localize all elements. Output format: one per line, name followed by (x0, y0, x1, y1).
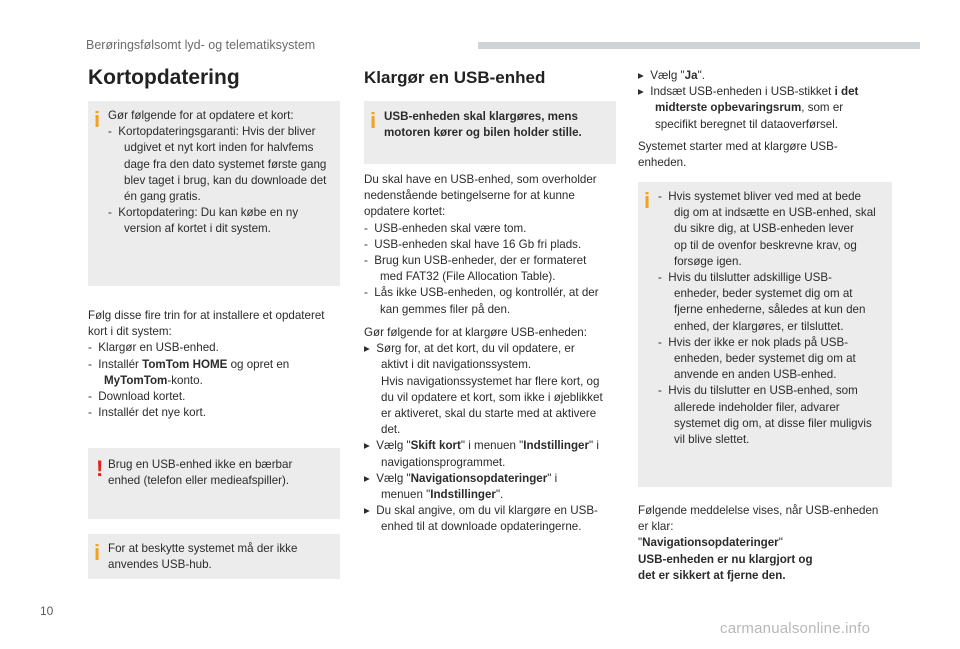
text-line: Brug en USB-enhed ikke en bærbar (108, 458, 293, 471)
procedure-section (364, 325, 622, 536)
info-box-troubleshoot (638, 182, 892, 487)
bold-span: det er sikkert at fjerne den. (638, 568, 786, 582)
message-text (638, 552, 894, 568)
requirement-item: - Brug kun USB-enheder, der er formateret (364, 254, 587, 268)
message-title (638, 535, 894, 551)
requirements-section (364, 172, 616, 318)
bold-span: Skift kort (410, 439, 461, 453)
requirement-item: - Lås ikke USB-enheden, og kontrollér, at der (364, 286, 599, 300)
message-text (638, 568, 894, 584)
bold-span: Navigationsopdateringer (642, 536, 779, 550)
warning-box-usb (88, 448, 340, 519)
requirement-item: - USB-enheden skal være tom. (364, 221, 527, 235)
procedure-step-cont: aktivt i dit navigationssystem. (381, 358, 532, 372)
bold-span: TomTom HOME (142, 357, 228, 371)
bold-span: midterste opbevaringsrum (655, 101, 802, 115)
text-span: menuen " (381, 488, 431, 502)
text-line: én gang gratis. (124, 190, 201, 204)
warning-icon: ! (96, 456, 104, 481)
text-line: vil blive slettet. (674, 433, 750, 447)
page-title: Kortopdatering (88, 66, 240, 89)
header-bar (478, 42, 920, 49)
info-box-update (88, 101, 340, 286)
requirement-item-cont: med FAT32 (File Allocation Table). (380, 270, 556, 284)
text-line: USB-enheden skal klargøres, mens (384, 110, 578, 123)
text-line: Følgende meddelelse vises, når USB-enheden (638, 504, 879, 517)
requirement-item: - USB-enheden skal have 16 Gb fri plads. (364, 237, 582, 251)
text-span: ▸ Indsæt USB-enheden i USB-stikket (638, 85, 835, 99)
procedure-step-cont: enhed til at downloade opdateringerne. (381, 520, 582, 534)
text-line: dage fra den dato systemet første gang (124, 157, 327, 171)
text-line: systemet dig om, at disse filer muligvis (674, 416, 872, 430)
text-span: ▸ Vælg " (364, 439, 411, 453)
text-span: " i menuen " (460, 439, 524, 453)
text-line: - Hvis systemet bliver ved med at bede (658, 190, 861, 203)
procedure-step-cont: Hvis navigationssystemet har flere kort, og (381, 374, 600, 388)
text-line: opdatere kortet: (364, 205, 446, 219)
column-klargor (364, 68, 616, 88)
procedure-step-cont: navigationsprogrammet. (381, 455, 506, 469)
bold-span: Navigationsopdateringer (410, 471, 548, 485)
step-item: - Installér det nye kort. (88, 406, 206, 420)
bold-span: Indstillinger (430, 488, 496, 502)
text-span: - Installér (88, 357, 143, 371)
info-box-prepare (364, 101, 616, 164)
text-line: Systemet starter med at klargøre USB- (638, 140, 838, 153)
procedure-step-cont (638, 100, 890, 116)
text-line: nedenstående betingelserne for at kunne (364, 189, 575, 203)
text-line: enhed, der klargøres, er tilsluttet. (674, 319, 844, 333)
text-line: enheden. (638, 156, 687, 170)
procedure-step (638, 68, 890, 84)
step-item (88, 357, 340, 373)
text-line: - Hvis du tilslutter en USB-enhed, som (658, 384, 858, 398)
text-line: anvende en anden USB-enhed. (674, 368, 837, 382)
text-line: Gør følgende for at opdatere et kort: (108, 109, 294, 122)
text-line: udgivet et nyt kort inden for halvfems (124, 141, 314, 155)
procedure-step-cont: du vil opdatere et kort, som ikke i øjeblikket (381, 390, 603, 404)
procedure-step: ▸ Du skal angive, om du vil klargøre en USB- (364, 504, 598, 518)
procedure-step-cont: specifikt beregnet til dataoverførsel. (655, 117, 839, 131)
text-line: enheden, beder systemet dig om at (674, 352, 856, 366)
text-line: - Hvis der ikke er nok plads på USB- (658, 335, 849, 349)
procedure-step-cont: er aktiveret, skal du starte med at aktivere (381, 407, 597, 421)
info-box-hub (88, 534, 340, 579)
steps-section (88, 308, 340, 421)
text-line: enheder, beder systemet dig om at (674, 287, 853, 301)
procedure-step (364, 471, 622, 487)
text-line: anvendes USB-hub. (108, 558, 212, 572)
text-line: op til de ovenfor beskrevne krav, og (674, 238, 857, 252)
text-span: -konto. (167, 373, 203, 387)
step-item: - Klargør en USB-enhed. (88, 341, 219, 355)
text-span: " i (589, 439, 599, 453)
text-line: - Kortopdateringsgaranti: Hvis der bliver (108, 125, 316, 139)
info-icon: i (370, 108, 377, 133)
bold-span: MyTomTom (104, 373, 168, 387)
watermark: carmanualsonline.info (720, 620, 871, 637)
text-line: - Kortopdatering: Du kan købe en ny (108, 206, 299, 220)
text-line: Du skal have en USB-enhed, som overholder (364, 173, 597, 186)
procedure-step (364, 438, 622, 454)
text-line: motoren kører og bilen holder stille. (384, 126, 582, 140)
text-span: ▸ Vælg " (364, 471, 411, 485)
bold-span: Indstillinger (523, 439, 589, 453)
text-span: " i (547, 471, 558, 485)
text-line: forsøge igen. (674, 254, 742, 268)
column-steps-continued (638, 68, 890, 133)
text-line: Følg disse fire trin for at installere et opdateret (88, 309, 325, 322)
text-line: For at beskytte systemet må der ikke (108, 542, 298, 555)
text-line: dig om at indsætte en USB-enhed, skal (674, 206, 876, 220)
page-number: 10 (40, 604, 54, 618)
step-item: - Download kortet. (88, 390, 186, 404)
procedure-step (638, 84, 890, 100)
column-kortopdatering (88, 66, 340, 90)
system-status (638, 139, 890, 171)
text-span: og opret en (227, 357, 290, 371)
text-line: er klar: (638, 520, 674, 534)
text-span: " (638, 536, 643, 550)
bold-span: USB-enheden er nu klargjort og (638, 552, 813, 566)
step-item-cont (88, 373, 340, 389)
text-line: Gør følgende for at klargøre USB-enheden: (364, 326, 587, 339)
procedure-step-cont: det. (381, 423, 401, 437)
text-line: - Hvis du tilslutter adskillige USB- (658, 271, 832, 285)
text-line: blev taget i brug, kan du downloade det (124, 173, 327, 187)
text-line: du sikre dig, at USB-enheden lever (674, 222, 854, 236)
text-span: ". (697, 69, 705, 82)
requirement-item-cont: kan gemmes filer på den. (380, 302, 511, 316)
section-title: Klargør en USB-enhed (364, 68, 546, 87)
info-icon: i (94, 540, 101, 565)
text-span: " (778, 536, 783, 550)
bold-span: Ja (684, 69, 698, 82)
text-line: fjerne enhederne, således at kun den (674, 303, 866, 317)
text-span: ". (495, 488, 504, 502)
text-line: enhed (telefon eller medieafspiller). (108, 474, 290, 488)
section-header: Berøringsfølsomt lyd- og telematiksystem (86, 38, 316, 52)
text-line: kort i dit system: (88, 325, 172, 339)
text-line: version af kortet i dit system. (124, 222, 271, 236)
text-span: ▸ Vælg " (638, 69, 685, 82)
info-icon: i (94, 107, 101, 132)
ready-message (638, 503, 894, 584)
text-span: , som er (801, 101, 844, 115)
text-line: allerede indeholder filer, advarer (674, 400, 840, 414)
info-icon: i (644, 188, 651, 213)
bold-span: i det (834, 85, 859, 99)
procedure-step-cont (364, 487, 622, 503)
procedure-step: ▸ Sørg for, at det kort, du vil opdatere, er (364, 342, 575, 356)
